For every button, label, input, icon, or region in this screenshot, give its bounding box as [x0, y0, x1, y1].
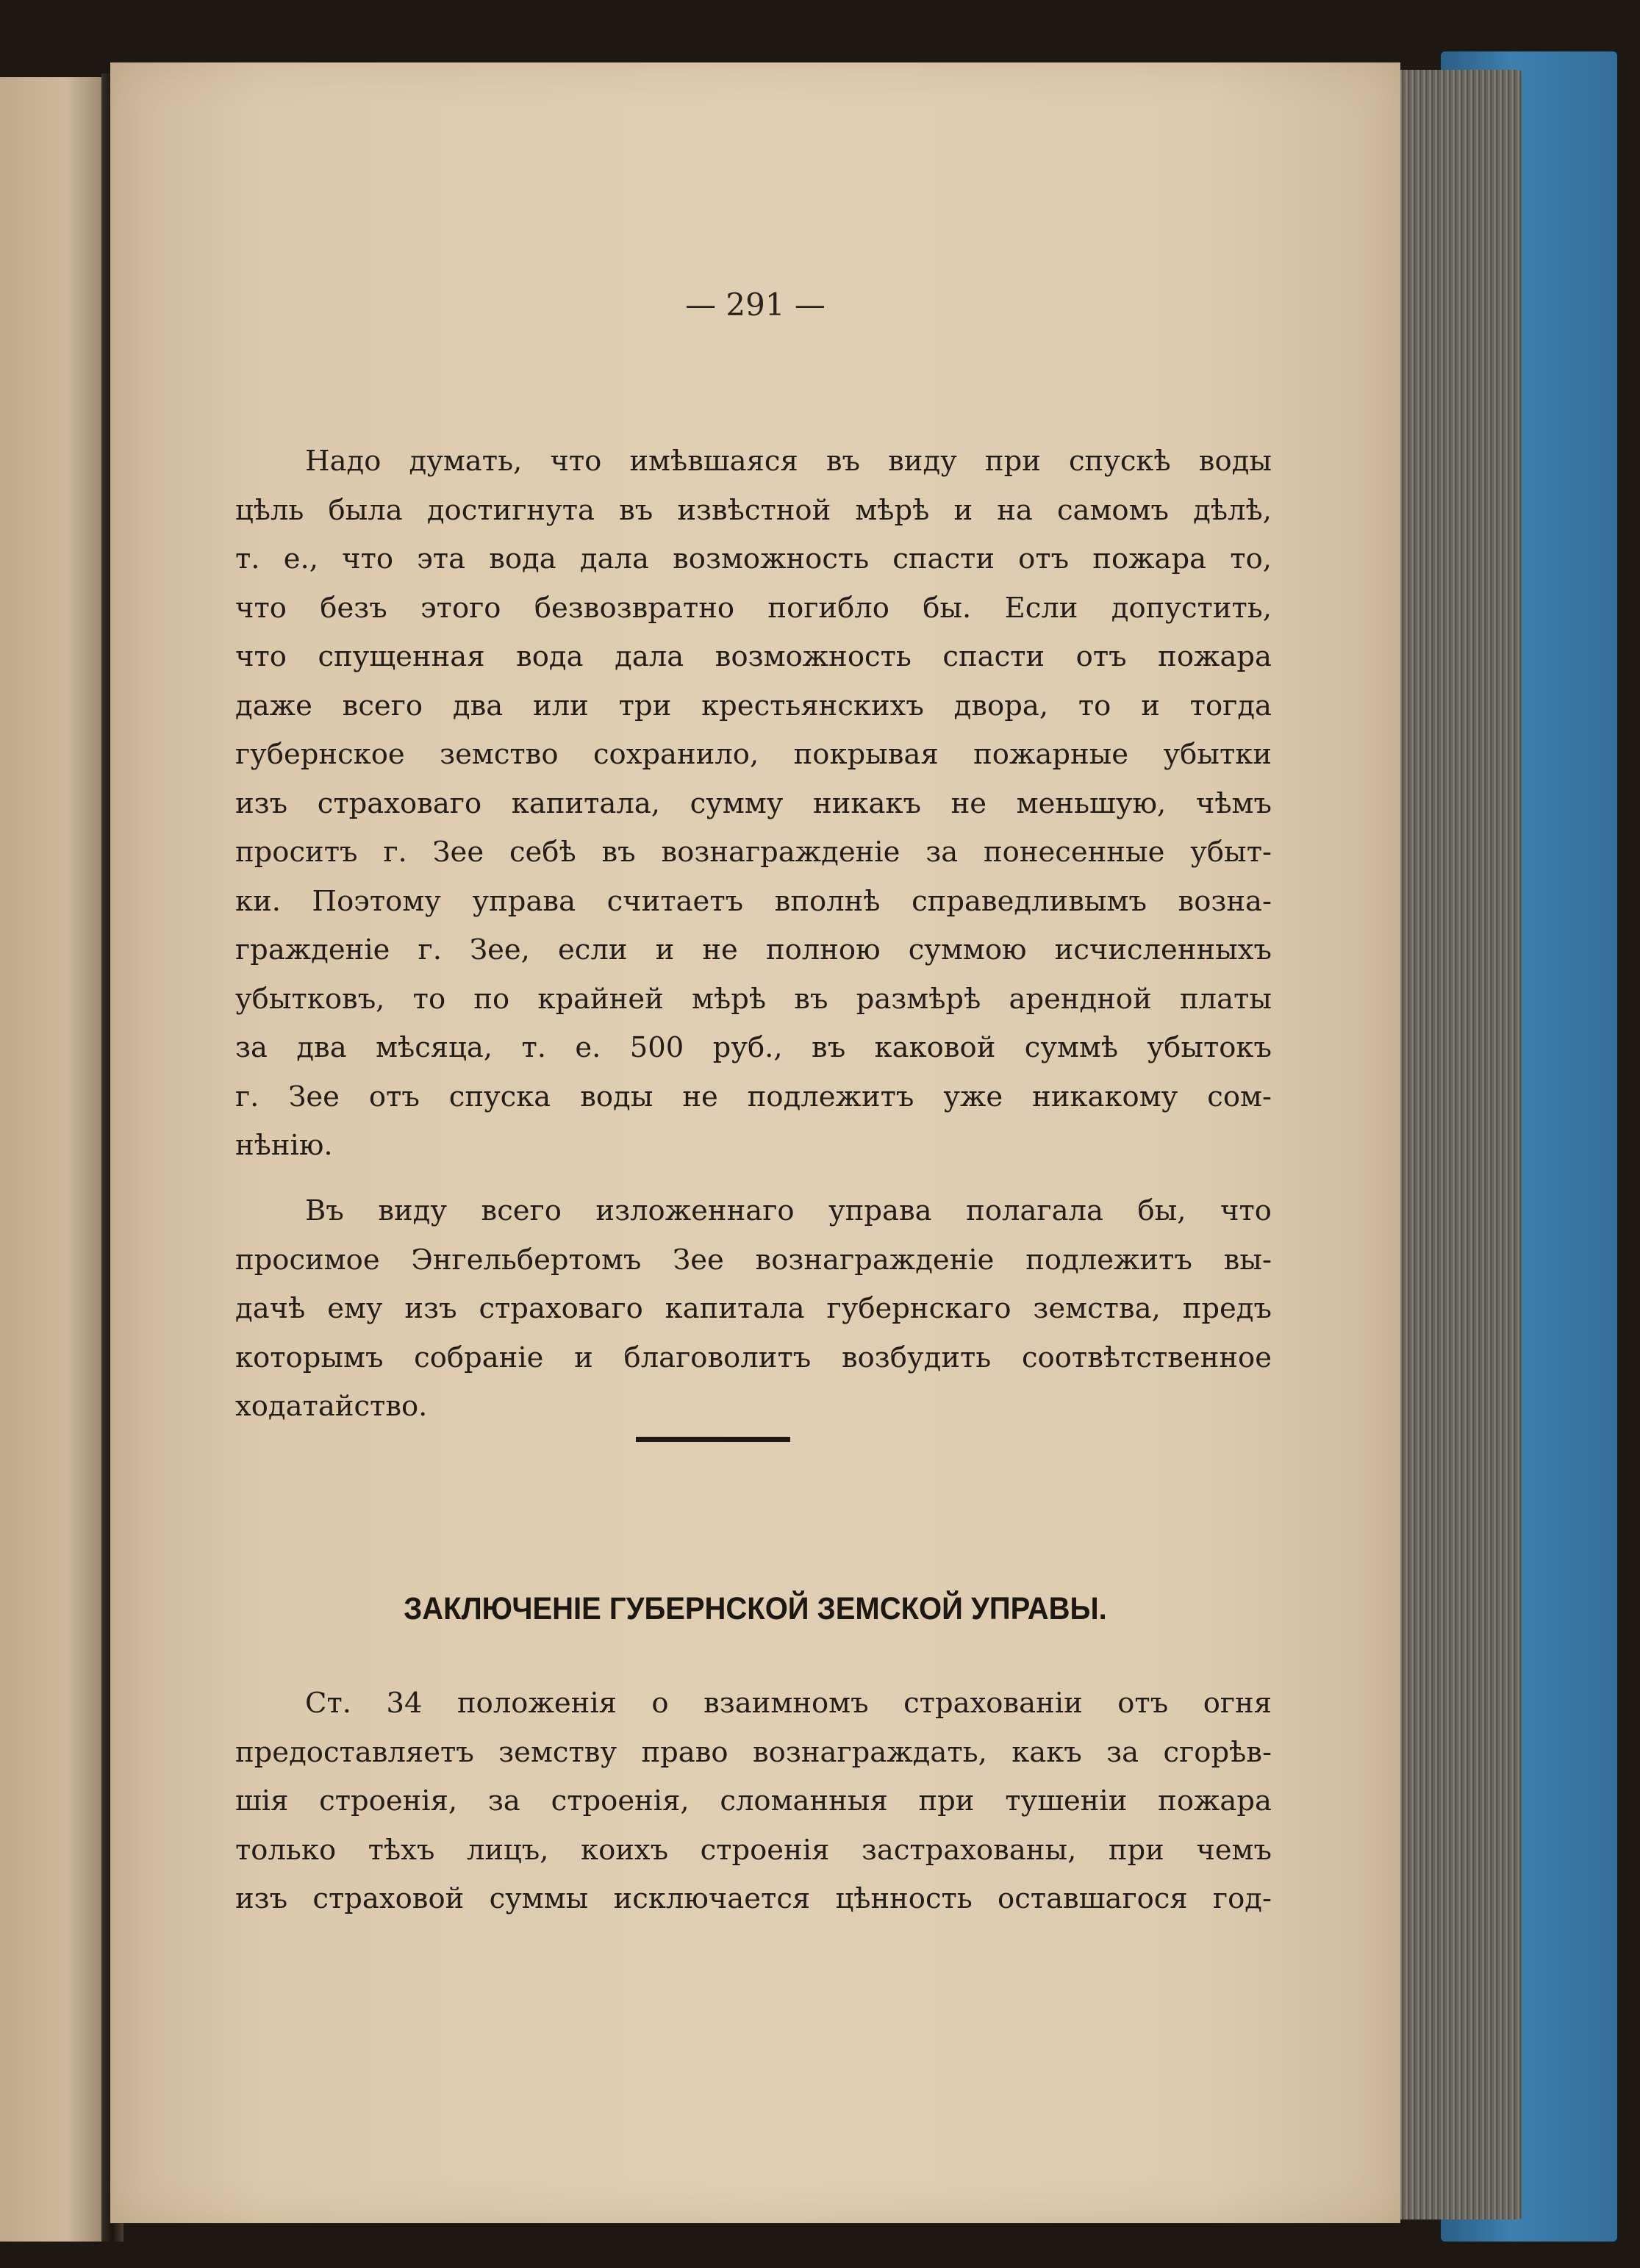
paragraph-1 — [235, 437, 1272, 1171]
paragraph-3 — [235, 1679, 1272, 1924]
text-line: что спущенная вода дала возможность спасти отъ пожара — [235, 640, 1272, 673]
book-page — [110, 62, 1400, 2223]
text-line: что безъ этого безвозвратно погибло бы. Если допустить, — [235, 591, 1272, 625]
page-edges — [1393, 70, 1522, 2219]
text-line: проситъ г. Зее себѣ въ вознагражденіе за понесенные убыт- — [235, 836, 1272, 869]
text-line: даже всего два или три крестьянскихъ двора, то и тогда — [235, 689, 1272, 722]
text-line: изъ страховой суммы исключается цѣнность оставшагося год- — [235, 1882, 1272, 1915]
section-divider — [636, 1437, 790, 1442]
previous-page-sliver — [0, 77, 110, 2242]
text-line: Надо думать, что имѣвшаяся въ виду при спускѣ воды — [305, 445, 1272, 478]
page-number: — 291 — — [685, 287, 826, 323]
text-line: дачѣ ему изъ страховаго капитала губернскаго земства, предъ — [235, 1292, 1272, 1325]
text-line: губернское земство сохранило, покрывая пожарные убытки — [235, 738, 1272, 771]
text-line: Въ виду всего изложеннаго управа полагала бы, что — [305, 1194, 1272, 1227]
text-line: ки. Поэтому управа считаетъ вполнѣ справедливымъ возна- — [235, 884, 1272, 918]
text-line: убытковъ, то по крайней мѣрѣ въ размѣрѣ арендной платы — [235, 982, 1272, 1016]
paragraph-2 — [235, 1187, 1272, 1432]
text-line: просимое Энгельбертомъ Зее вознагражденіе подлежитъ вы- — [235, 1243, 1272, 1277]
text-line: гражденіе г. Зее, если и не полною суммою исчисленныхъ — [235, 933, 1272, 966]
text-line: изъ страховаго капитала, сумму никакъ не меньшую, чѣмъ — [235, 786, 1272, 820]
text-line: цѣль была достигнута въ извѣстной мѣрѣ и на самомъ дѣлѣ, — [235, 493, 1272, 527]
section-heading: ЗАКЛЮЧЕНІЕ ГУБЕРНСКОЙ ЗЕМСКОЙ УПРАВЫ. — [404, 1591, 1107, 1626]
text-line: предоставляетъ земству право вознаграждать, какъ за сгорѣв- — [235, 1735, 1272, 1769]
text-line: т. е., что эта вода дала возможность спасти отъ пожара то, — [235, 542, 1272, 575]
text-line: ходатайство. — [235, 1390, 428, 1423]
text-line: только тѣхъ лицъ, коихъ строенія застрахованы, при чемъ — [235, 1833, 1272, 1867]
text-line: шія строенія, за строенія, сломанныя при тушеніи пожара — [235, 1784, 1272, 1817]
text-line: нѣнію. — [235, 1129, 333, 1162]
text-line: за два мѣсяца, т. е. 500 руб., въ каковой суммѣ убытокъ — [235, 1031, 1272, 1064]
text-line: Ст. 34 положенія о взаимномъ страхованіи отъ огня — [305, 1687, 1272, 1720]
text-line: которымъ собраніе и благоволитъ возбудить соотвѣтственное — [235, 1341, 1272, 1374]
text-line: г. Зее отъ спуска воды не подлежитъ уже никакому сом- — [235, 1080, 1272, 1113]
